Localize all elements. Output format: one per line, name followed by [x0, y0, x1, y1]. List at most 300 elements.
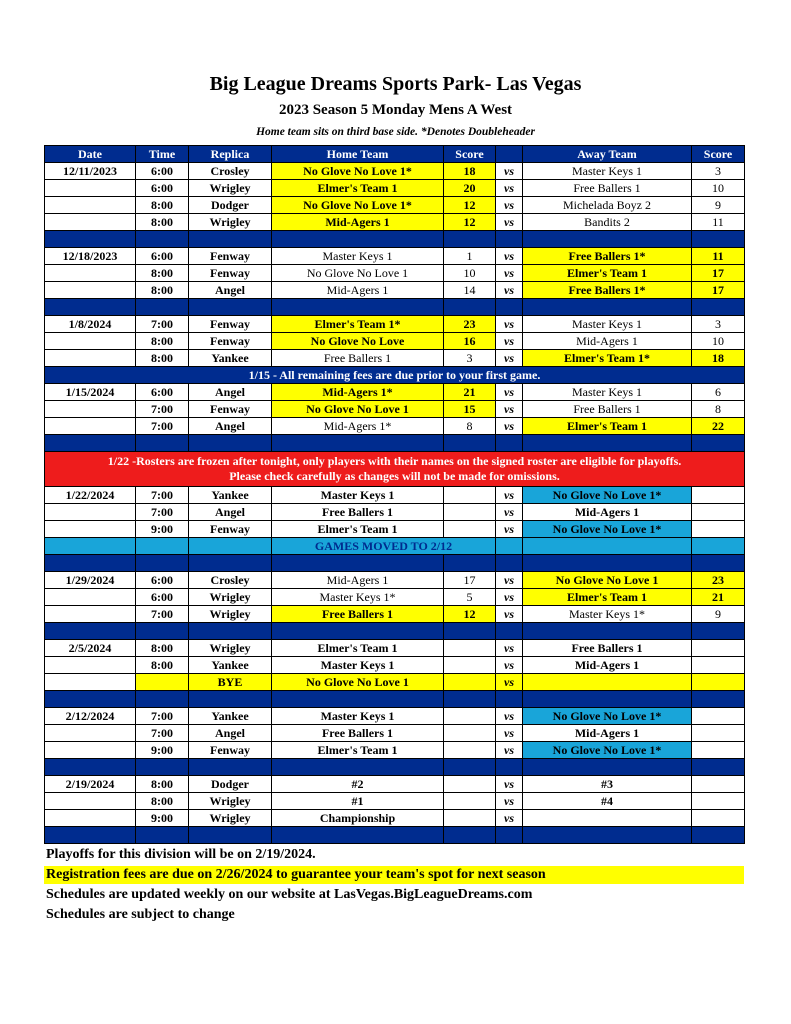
game-row [45, 180, 745, 197]
game-date [45, 282, 136, 299]
game-date [45, 333, 136, 350]
away-score [692, 725, 745, 742]
game-time: 9:00 [136, 521, 189, 538]
separator-cell [444, 299, 496, 316]
game-field: Fenway [189, 401, 272, 418]
website-note: Schedules are updated weekly on our website at LasVegas.BigLeagueDreams.com [46, 887, 533, 902]
separator-cell [272, 759, 444, 776]
away-team: Elmer's Team 1 [523, 418, 692, 435]
away-score: 10 [692, 333, 745, 350]
separator-cell [45, 827, 136, 844]
game-date [45, 606, 136, 623]
home-team: Elmer's Team 1* [272, 316, 444, 333]
away-team: Free Ballers 1 [523, 640, 692, 657]
vs-label: vs [496, 606, 523, 623]
game-row [45, 163, 745, 180]
home-score: 15 [444, 401, 496, 418]
separator-cell [444, 691, 496, 708]
separator-cell [692, 435, 745, 452]
away-score: 21 [692, 589, 745, 606]
home-team: Mid-Agers 1 [272, 572, 444, 589]
game-field: Angel [189, 282, 272, 299]
game-field: Wrigley [189, 606, 272, 623]
game-time: 8:00 [136, 197, 189, 214]
game-date: 1/29/2024 [45, 572, 136, 589]
vs-label: vs [496, 521, 523, 538]
away-score: 22 [692, 418, 745, 435]
game-time: 8:00 [136, 793, 189, 810]
game-time: 9:00 [136, 742, 189, 759]
away-team: Mid-Agers 1 [523, 504, 692, 521]
separator-cell [444, 555, 496, 572]
game-date [45, 504, 136, 521]
home-team: Championship [272, 810, 444, 827]
game-field: Crosley [189, 163, 272, 180]
separator-cell [496, 231, 523, 248]
game-field: Fenway [189, 316, 272, 333]
game-date [45, 589, 136, 606]
separator-cell [136, 827, 189, 844]
vs-label: vs [496, 725, 523, 742]
home-team: Elmer's Team 1 [272, 521, 444, 538]
game-row [45, 776, 745, 793]
separator-cell [189, 691, 272, 708]
game-field: Wrigley [189, 180, 272, 197]
home-score [444, 657, 496, 674]
separator-row [45, 623, 745, 640]
home-score: 12 [444, 214, 496, 231]
game-field: Dodger [189, 776, 272, 793]
separator-cell [189, 827, 272, 844]
page-subtitle: 2023 Season 5 Monday Mens A West [278, 102, 513, 118]
game-field: Yankee [189, 487, 272, 504]
separator-cell [45, 691, 136, 708]
vs-label: vs [496, 163, 523, 180]
separator-cell [444, 827, 496, 844]
game-row [45, 248, 745, 265]
away-team: Free Ballers 1* [523, 248, 692, 265]
game-row [45, 521, 745, 538]
game-time: 8:00 [136, 350, 189, 367]
roster-warning-row [45, 452, 745, 487]
moved-cell [496, 538, 523, 555]
away-team: No Glove No Love 1* [523, 521, 692, 538]
away-score [692, 640, 745, 657]
separator-cell [523, 435, 692, 452]
game-time: 8:00 [136, 282, 189, 299]
vs-label: vs [496, 589, 523, 606]
home-team: Master Keys 1* [272, 589, 444, 606]
game-row [45, 282, 745, 299]
game-date [45, 793, 136, 810]
separator-cell [45, 555, 136, 572]
registration-note: Registration fees are due on 2/26/2024 to guarantee your team's spot for next season [44, 866, 744, 884]
home-team: No Glove No Love 1 [272, 401, 444, 418]
game-time: 7:00 [136, 418, 189, 435]
home-team: Free Ballers 1 [272, 725, 444, 742]
game-row [45, 589, 745, 606]
away-team: #3 [523, 776, 692, 793]
game-field: Wrigley [189, 214, 272, 231]
separator-row [45, 759, 745, 776]
home-team: Elmer's Team 1 [272, 742, 444, 759]
home-team: Master Keys 1 [272, 657, 444, 674]
separator-cell [496, 827, 523, 844]
game-time [136, 674, 189, 691]
home-team: Master Keys 1 [272, 248, 444, 265]
away-team: Mid-Agers 1 [523, 657, 692, 674]
home-team: Mid-Agers 1 [272, 282, 444, 299]
separator-cell [272, 555, 444, 572]
separator-row [45, 827, 745, 844]
game-time: 9:00 [136, 810, 189, 827]
game-field: Fenway [189, 742, 272, 759]
separator-cell [444, 231, 496, 248]
game-row [45, 810, 745, 827]
game-row [45, 197, 745, 214]
game-date: 2/19/2024 [45, 776, 136, 793]
away-score: 3 [692, 163, 745, 180]
game-time: 8:00 [136, 640, 189, 657]
roster-warning-line1: 1/22 -Rosters are frozen after tonight, only players with their names on the signed roster are eligible for playoffs. [107, 454, 682, 468]
away-team: No Glove No Love 1* [523, 742, 692, 759]
away-team: No Glove No Love 1* [523, 708, 692, 725]
away-score: 18 [692, 350, 745, 367]
separator-cell [444, 759, 496, 776]
game-row [45, 487, 745, 504]
fees-notice: 1/15 - All remaining fees are due prior to your first game. [45, 367, 745, 384]
separator-cell [136, 555, 189, 572]
home-team: Mid-Agers 1* [272, 418, 444, 435]
separator-cell [272, 827, 444, 844]
away-score: 23 [692, 572, 745, 589]
moved-cell [45, 538, 136, 555]
game-date [45, 214, 136, 231]
playoffs-note: Playoffs for this division will be on 2/19/2024. [46, 847, 316, 862]
away-team: Mid-Agers 1 [523, 725, 692, 742]
home-score [444, 708, 496, 725]
game-row [45, 657, 745, 674]
separator-cell [272, 231, 444, 248]
game-time: 8:00 [136, 776, 189, 793]
away-team: Free Ballers 1 [523, 401, 692, 418]
game-time: 7:00 [136, 606, 189, 623]
away-score [692, 657, 745, 674]
away-score [692, 487, 745, 504]
vs-label: vs [496, 657, 523, 674]
game-date [45, 521, 136, 538]
separator-cell [189, 555, 272, 572]
home-score: 12 [444, 197, 496, 214]
game-row [45, 316, 745, 333]
home-team: No Glove No Love 1* [272, 197, 444, 214]
game-field: Angel [189, 384, 272, 401]
roster-warning-line2: Please check carefully as changes will not be made for omissions. [229, 469, 560, 483]
away-team [523, 674, 692, 691]
home-team: Free Ballers 1 [272, 504, 444, 521]
game-date [45, 265, 136, 282]
game-field: Fenway [189, 521, 272, 538]
home-score: 5 [444, 589, 496, 606]
game-time: 6:00 [136, 180, 189, 197]
game-field: Wrigley [189, 640, 272, 657]
away-team: Bandits 2 [523, 214, 692, 231]
away-score [692, 521, 745, 538]
game-field: Dodger [189, 197, 272, 214]
vs-label: vs [496, 265, 523, 282]
game-row [45, 606, 745, 623]
home-score [444, 793, 496, 810]
game-row [45, 725, 745, 742]
away-team: Elmer's Team 1* [523, 350, 692, 367]
separator-cell [272, 623, 444, 640]
away-score [692, 708, 745, 725]
home-score: 17 [444, 572, 496, 589]
separator-cell [692, 299, 745, 316]
vs-label: vs [496, 810, 523, 827]
home-score: 21 [444, 384, 496, 401]
moved-cell [136, 538, 189, 555]
away-team: Master Keys 1 [523, 163, 692, 180]
game-row [45, 350, 745, 367]
game-date [45, 725, 136, 742]
game-time: 7:00 [136, 708, 189, 725]
game-row [45, 401, 745, 418]
separator-cell [272, 691, 444, 708]
game-date [45, 418, 136, 435]
game-date [45, 810, 136, 827]
away-score: 17 [692, 265, 745, 282]
separator-cell [692, 623, 745, 640]
home-score: 20 [444, 180, 496, 197]
game-field: Wrigley [189, 810, 272, 827]
separator-row [45, 435, 745, 452]
game-row [45, 572, 745, 589]
home-score: 1 [444, 248, 496, 265]
separator-cell [189, 623, 272, 640]
game-date: 12/11/2023 [45, 163, 136, 180]
home-team: #1 [272, 793, 444, 810]
game-date [45, 674, 136, 691]
separator-cell [692, 691, 745, 708]
separator-cell [136, 691, 189, 708]
separator-cell [136, 435, 189, 452]
home-score: 10 [444, 265, 496, 282]
home-score: 23 [444, 316, 496, 333]
games-moved-note: GAMES MOVED TO 2/12 [272, 538, 496, 555]
game-date: 1/22/2024 [45, 487, 136, 504]
separator-cell [189, 299, 272, 316]
separator-cell [45, 623, 136, 640]
separator-cell [189, 759, 272, 776]
vs-label: vs [496, 350, 523, 367]
vs-label: vs [496, 708, 523, 725]
home-score [444, 674, 496, 691]
separator-cell [496, 299, 523, 316]
game-field: Fenway [189, 333, 272, 350]
separator-cell [692, 759, 745, 776]
away-team: Master Keys 1* [523, 606, 692, 623]
separator-cell [523, 299, 692, 316]
game-row [45, 265, 745, 282]
table-header-row [45, 146, 745, 163]
separator-cell [496, 555, 523, 572]
game-time: 8:00 [136, 657, 189, 674]
away-score: 11 [692, 214, 745, 231]
home-score: 8 [444, 418, 496, 435]
game-date [45, 657, 136, 674]
game-row [45, 793, 745, 810]
away-team: Mid-Agers 1 [523, 333, 692, 350]
moved-cell [523, 538, 692, 555]
game-date: 2/5/2024 [45, 640, 136, 657]
game-time: 6:00 [136, 572, 189, 589]
home-team: Free Ballers 1 [272, 606, 444, 623]
away-score [692, 674, 745, 691]
away-score: 9 [692, 606, 745, 623]
away-score [692, 504, 745, 521]
away-score: 8 [692, 401, 745, 418]
vs-label: vs [496, 504, 523, 521]
away-score: 3 [692, 316, 745, 333]
vs-label: vs [496, 418, 523, 435]
game-time: 8:00 [136, 214, 189, 231]
moved-cell [189, 538, 272, 555]
game-field: Fenway [189, 248, 272, 265]
home-team: Elmer's Team 1 [272, 640, 444, 657]
game-date [45, 197, 136, 214]
separator-cell [692, 231, 745, 248]
separator-cell [444, 623, 496, 640]
game-row [45, 640, 745, 657]
game-time: 7:00 [136, 487, 189, 504]
game-time: 6:00 [136, 248, 189, 265]
game-date [45, 742, 136, 759]
home-team: No Glove No Love [272, 333, 444, 350]
away-team: Master Keys 1 [523, 384, 692, 401]
home-team: Elmer's Team 1 [272, 180, 444, 197]
game-date [45, 180, 136, 197]
home-team: No Glove No Love 1* [272, 163, 444, 180]
game-row [45, 504, 745, 521]
vs-label: vs [496, 333, 523, 350]
separator-cell [136, 623, 189, 640]
separator-cell [45, 759, 136, 776]
separator-cell [45, 231, 136, 248]
away-team: Master Keys 1 [523, 316, 692, 333]
page-title: Big League Dreams Sports Park- Las Vegas [209, 73, 582, 95]
separator-cell [523, 827, 692, 844]
separator-cell [523, 231, 692, 248]
separator-cell [444, 435, 496, 452]
home-team: Master Keys 1 [272, 487, 444, 504]
change-note: Schedules are subject to change [46, 907, 235, 922]
notice-row [45, 367, 745, 384]
home-score [444, 504, 496, 521]
vs-label: vs [496, 401, 523, 418]
games-moved-row [45, 538, 745, 555]
game-time: 8:00 [136, 333, 189, 350]
game-time: 8:00 [136, 265, 189, 282]
separator-cell [136, 231, 189, 248]
home-score [444, 521, 496, 538]
away-team: No Glove No Love 1* [523, 487, 692, 504]
home-team: Master Keys 1 [272, 708, 444, 725]
schedule-table [44, 145, 745, 844]
moved-cell [692, 538, 745, 555]
vs-label: vs [496, 282, 523, 299]
home-team: No Glove No Love 1 [272, 674, 444, 691]
away-score: 17 [692, 282, 745, 299]
separator-cell [189, 435, 272, 452]
home-team: Free Ballers 1 [272, 350, 444, 367]
game-time: 7:00 [136, 401, 189, 418]
separator-cell [136, 759, 189, 776]
separator-cell [272, 435, 444, 452]
header-vs [496, 146, 523, 163]
away-score [692, 793, 745, 810]
game-field: Yankee [189, 350, 272, 367]
game-date [45, 401, 136, 418]
away-team: Elmer's Team 1 [523, 265, 692, 282]
home-score: 16 [444, 333, 496, 350]
home-score [444, 725, 496, 742]
away-team: Free Ballers 1 [523, 180, 692, 197]
game-time: 7:00 [136, 504, 189, 521]
game-row [45, 384, 745, 401]
separator-row [45, 691, 745, 708]
vs-label: vs [496, 214, 523, 231]
header-replica: Replica [189, 146, 272, 163]
vs-label: vs [496, 487, 523, 504]
separator-cell [523, 623, 692, 640]
game-field: Angel [189, 504, 272, 521]
game-field: Angel [189, 725, 272, 742]
game-date [45, 350, 136, 367]
game-field: Yankee [189, 708, 272, 725]
home-team: Mid-Agers 1* [272, 384, 444, 401]
separator-cell [496, 435, 523, 452]
game-date: 1/8/2024 [45, 316, 136, 333]
separator-row [45, 231, 745, 248]
game-field: Yankee [189, 657, 272, 674]
home-score [444, 742, 496, 759]
away-score [692, 810, 745, 827]
home-score: 14 [444, 282, 496, 299]
game-time: 6:00 [136, 163, 189, 180]
home-score [444, 776, 496, 793]
game-time: 6:00 [136, 384, 189, 401]
game-time: 7:00 [136, 725, 189, 742]
game-field: Wrigley [189, 793, 272, 810]
away-team: No Glove No Love 1 [523, 572, 692, 589]
away-score: 9 [692, 197, 745, 214]
vs-label: vs [496, 776, 523, 793]
separator-cell [523, 555, 692, 572]
bye-row [45, 674, 745, 691]
game-row [45, 418, 745, 435]
vs-label: vs [496, 572, 523, 589]
separator-cell [692, 827, 745, 844]
away-score: 10 [692, 180, 745, 197]
game-time: 6:00 [136, 589, 189, 606]
separator-cell [272, 299, 444, 316]
game-time: 7:00 [136, 316, 189, 333]
game-field: Wrigley [189, 589, 272, 606]
away-team: Free Ballers 1* [523, 282, 692, 299]
separator-cell [136, 299, 189, 316]
home-score [444, 640, 496, 657]
